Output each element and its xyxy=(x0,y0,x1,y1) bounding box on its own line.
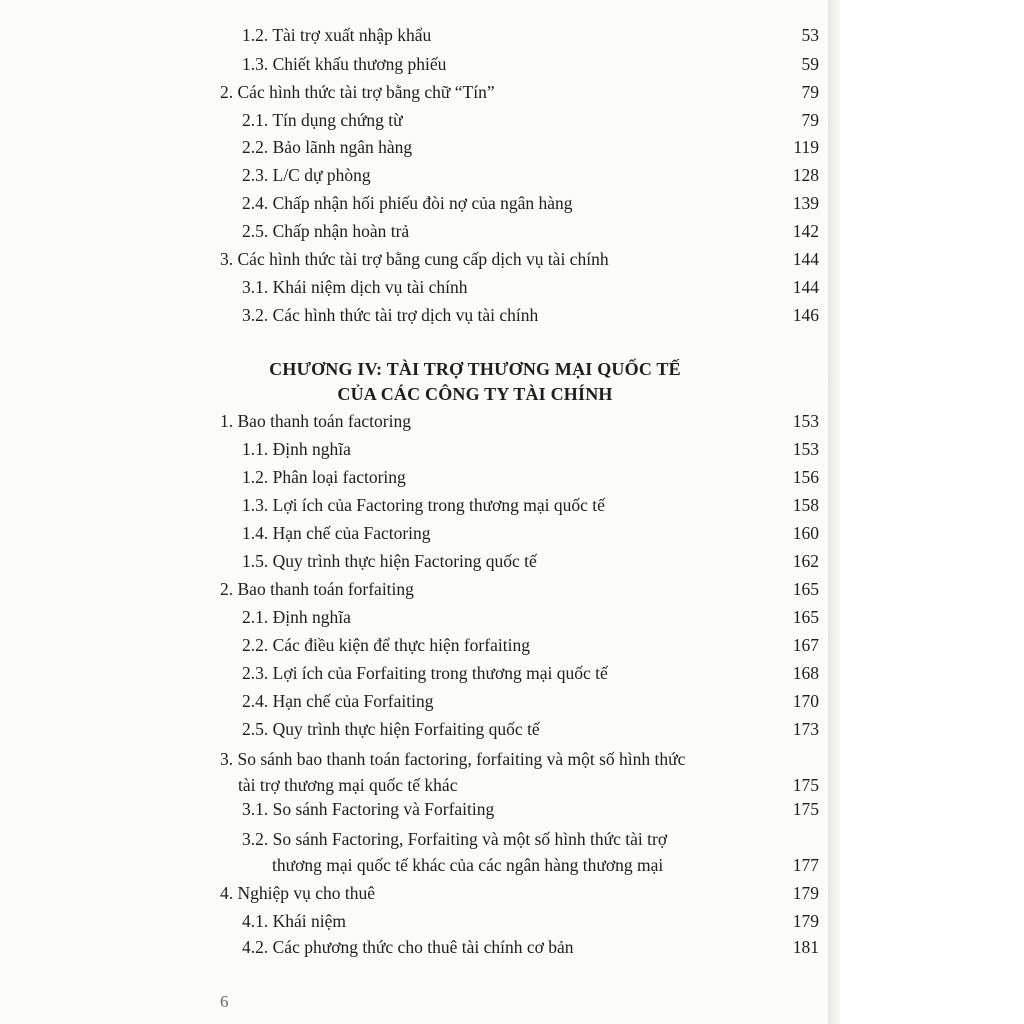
toc-entry-page: 158 xyxy=(792,495,819,515)
toc-entry xyxy=(220,79,819,105)
toc-entry-text: Phân loại factoring xyxy=(272,467,406,487)
toc-entry-page: 179 xyxy=(792,911,819,931)
toc-entry-text: Chấp nhận hoàn trả xyxy=(272,221,410,241)
toc-entry-title xyxy=(220,246,609,272)
toc-entry-number: 1.2. xyxy=(242,467,269,487)
toc-entry-text: Chiết khấu thương phiếu xyxy=(272,54,447,74)
toc-entry-title xyxy=(242,796,494,822)
toc-entry-text-continued: thương mại quốc tế khác của các ngân hàng thương mại xyxy=(272,855,664,875)
toc-entry-text: So sánh Factoring và Forfaiting xyxy=(272,799,495,819)
toc-entry xyxy=(242,632,819,658)
toc-entry-number: 2.2. xyxy=(242,137,269,157)
toc-entry-number: 2. xyxy=(220,579,234,599)
toc-entry-page: 128 xyxy=(792,165,819,185)
toc-entry-page: 79 xyxy=(801,110,819,130)
toc-entry-number: 3. xyxy=(220,249,234,269)
toc-entry-text: Lợi ích của Forfaiting trong thương mại quốc tế xyxy=(272,663,608,683)
toc-entry-title xyxy=(242,51,446,77)
toc-entry-text: Các hình thức tài trợ bằng cung cấp dịch vụ tài chính xyxy=(237,249,609,269)
toc-entry-number: 1.3. xyxy=(242,54,269,74)
toc-entry-page: 170 xyxy=(792,691,819,711)
toc-entry-text: Bao thanh toán factoring xyxy=(237,411,411,431)
toc-entry-text: Khái niệm xyxy=(272,911,347,931)
toc-entry-text: Hạn chế của Forfaiting xyxy=(272,691,434,711)
toc-entry-page: 165 xyxy=(792,607,819,627)
toc-entry-number: 3.1. xyxy=(242,799,269,819)
toc-entry-number: 3.1. xyxy=(242,277,269,297)
toc-entry-number: 2.1. xyxy=(242,607,269,627)
toc-entry xyxy=(242,688,819,714)
toc-entry xyxy=(242,934,819,960)
toc-entry-title xyxy=(242,632,530,658)
toc-entry-page: 79 xyxy=(801,82,819,102)
toc-entry xyxy=(220,408,819,434)
toc-entry-text: Bao thanh toán forfaiting xyxy=(237,579,414,599)
toc-entry-text: Bảo lãnh ngân hàng xyxy=(272,137,413,157)
toc-entry xyxy=(242,660,819,686)
toc-entry xyxy=(242,796,819,822)
toc-entry-page: 142 xyxy=(792,221,819,241)
toc-entry xyxy=(220,880,819,906)
toc-entry-title xyxy=(220,880,375,906)
toc-entry-title xyxy=(242,436,351,462)
toc-entry-text: Khái niệm dịch vụ tài chính xyxy=(272,277,468,297)
toc-entry xyxy=(220,246,819,272)
toc-entry xyxy=(220,576,819,602)
toc-entry xyxy=(242,134,819,160)
toc-entry-text: Các phương thức cho thuê tài chính cơ bản xyxy=(272,937,574,957)
toc-entry-number: 1. xyxy=(220,411,234,431)
toc-entry-page: 153 xyxy=(792,411,819,431)
toc-entry-title xyxy=(242,162,371,188)
toc-entry-number: 1.4. xyxy=(242,523,269,543)
toc-entry-page: 53 xyxy=(801,25,819,45)
toc-entry-number: 2. xyxy=(220,82,234,102)
toc-entry-title xyxy=(220,79,495,105)
toc-entry-text: Lợi ích của Factoring trong thương mại quốc tế xyxy=(272,495,605,515)
toc-entry-number: 3. xyxy=(220,749,234,769)
toc-entry-page: 144 xyxy=(792,249,819,269)
toc-entry-title xyxy=(242,934,574,960)
toc-entry-title xyxy=(242,908,346,934)
toc-entry-page: 175 xyxy=(792,799,819,819)
toc-entry-page: 173 xyxy=(792,719,819,739)
toc-entry xyxy=(242,548,819,574)
toc-entry-text: Các hình thức tài trợ bằng chữ “Tín” xyxy=(237,82,495,102)
toc-entry-number: 2.5. xyxy=(242,719,269,739)
page-number: 6 xyxy=(220,992,229,1011)
toc-entry-page: 146 xyxy=(792,305,819,325)
toc-entry-title xyxy=(242,520,431,546)
toc-entry-text: Quy trình thực hiện Forfaiting quốc tế xyxy=(272,719,540,739)
toc-entry-title xyxy=(242,274,468,300)
toc-entry-text-continued: tài trợ thương mại quốc tế khác xyxy=(238,775,458,795)
toc-entry-text: Tài trợ xuất nhập khẩu xyxy=(272,25,432,45)
toc-entry-page: 175 xyxy=(792,775,819,795)
toc-entry xyxy=(242,492,819,518)
toc-entry xyxy=(242,829,819,878)
toc-entry-title xyxy=(242,826,667,878)
chapter-heading-line2: CỦA CÁC CÔNG TY TÀI CHÍNH xyxy=(337,384,613,404)
toc-entry-text: Quy trình thực hiện Factoring quốc tế xyxy=(272,551,537,571)
toc-entry-number: 3.2. xyxy=(242,829,269,849)
toc-entry-number: 2.4. xyxy=(242,691,269,711)
toc-entry-text: Chấp nhận hối phiếu đòi nợ của ngân hàng xyxy=(272,193,573,213)
toc-entry-number: 2.3. xyxy=(242,663,269,683)
toc-entry-text: L/C dự phòng xyxy=(272,165,371,185)
toc-entry-title xyxy=(242,22,431,48)
toc-entry-title xyxy=(242,218,409,244)
toc-entry-page: 160 xyxy=(792,523,819,543)
toc-entry xyxy=(242,107,819,133)
toc-entry-page: 59 xyxy=(801,54,819,74)
toc-entry-page: 167 xyxy=(792,635,819,655)
toc-entry-page: 156 xyxy=(792,467,819,487)
toc-entry-title xyxy=(242,492,605,518)
toc-entry xyxy=(242,302,819,328)
toc-entry-page: 181 xyxy=(792,937,819,957)
toc-entry-page: 153 xyxy=(792,439,819,459)
toc-entry-text: So sánh bao thanh toán factoring, forfaiting và một số hình thức xyxy=(237,749,686,769)
toc-entry-number: 2.2. xyxy=(242,635,269,655)
toc-entry-number: 1.5. xyxy=(242,551,269,571)
toc-entry-title xyxy=(220,408,411,434)
toc-entry-number: 4. xyxy=(220,883,234,903)
toc-entry-page: 168 xyxy=(792,663,819,683)
toc-entry-text: So sánh Factoring, Forfaiting và một số hình thức tài trợ xyxy=(272,829,668,849)
toc-entry-title xyxy=(220,576,414,602)
toc-entry-title xyxy=(242,190,573,216)
toc-entry-number: 2.5. xyxy=(242,221,269,241)
toc-entry-text: Hạn chế của Factoring xyxy=(272,523,431,543)
toc-entry-title xyxy=(242,604,351,630)
toc-entry-number: 2.4. xyxy=(242,193,269,213)
toc-entry-title xyxy=(242,134,412,160)
toc-entry-page: 119 xyxy=(793,137,819,157)
toc-entry-text: Định nghĩa xyxy=(272,439,351,459)
toc-entry-page: 139 xyxy=(792,193,819,213)
toc-entry-page: 144 xyxy=(792,277,819,297)
toc-entry xyxy=(242,218,819,244)
page-edge-shadow xyxy=(828,0,840,1024)
toc-entry-title xyxy=(242,464,406,490)
toc-entry-title xyxy=(242,716,540,742)
chapter-heading-line1: CHƯƠNG IV: TÀI TRỢ THƯƠNG MẠI QUỐC TẾ xyxy=(269,359,681,379)
toc-entry-title xyxy=(242,302,538,328)
toc-entry-number: 1.2. xyxy=(242,25,269,45)
toc-entry xyxy=(242,436,819,462)
toc-entry xyxy=(242,274,819,300)
toc-entry xyxy=(242,520,819,546)
toc-entry-text: Các hình thức tài trợ dịch vụ tài chính xyxy=(272,305,539,325)
toc-entry xyxy=(242,464,819,490)
toc-entry-page: 179 xyxy=(792,883,819,903)
toc-entry-title xyxy=(242,107,403,133)
toc-entry xyxy=(242,908,819,934)
toc-entry-number: 3.2. xyxy=(242,305,269,325)
toc-entry-text: Nghiệp vụ cho thuê xyxy=(237,883,376,903)
toc-entry-number: 4.1. xyxy=(242,911,269,931)
toc-entry-title xyxy=(242,688,433,714)
toc-entry-page: 162 xyxy=(792,551,819,571)
toc-entry-page: 177 xyxy=(792,855,819,875)
toc-entry xyxy=(220,749,819,798)
toc-entry-page: 165 xyxy=(792,579,819,599)
toc-entry xyxy=(242,51,819,77)
toc-entry xyxy=(242,162,819,188)
toc-entry-number: 1.3. xyxy=(242,495,269,515)
toc-entry xyxy=(242,716,819,742)
chapter-heading xyxy=(200,357,750,407)
toc-entry-title xyxy=(242,548,537,574)
toc-entry xyxy=(242,22,819,48)
toc-entry-title xyxy=(242,660,608,686)
toc-entry-text: Tín dụng chứng từ xyxy=(272,110,403,130)
toc-entry-text: Các điều kiện để thực hiện forfaiting xyxy=(272,635,530,655)
toc-entry-title xyxy=(220,746,685,798)
toc-entry-number: 2.1. xyxy=(242,110,269,130)
toc-entry-number: 2.3. xyxy=(242,165,269,185)
toc-entry xyxy=(242,190,819,216)
toc-entry xyxy=(242,604,819,630)
toc-entry-text: Định nghĩa xyxy=(272,607,351,627)
toc-entry-number: 1.1. xyxy=(242,439,269,459)
toc-entry-number: 4.2. xyxy=(242,937,269,957)
